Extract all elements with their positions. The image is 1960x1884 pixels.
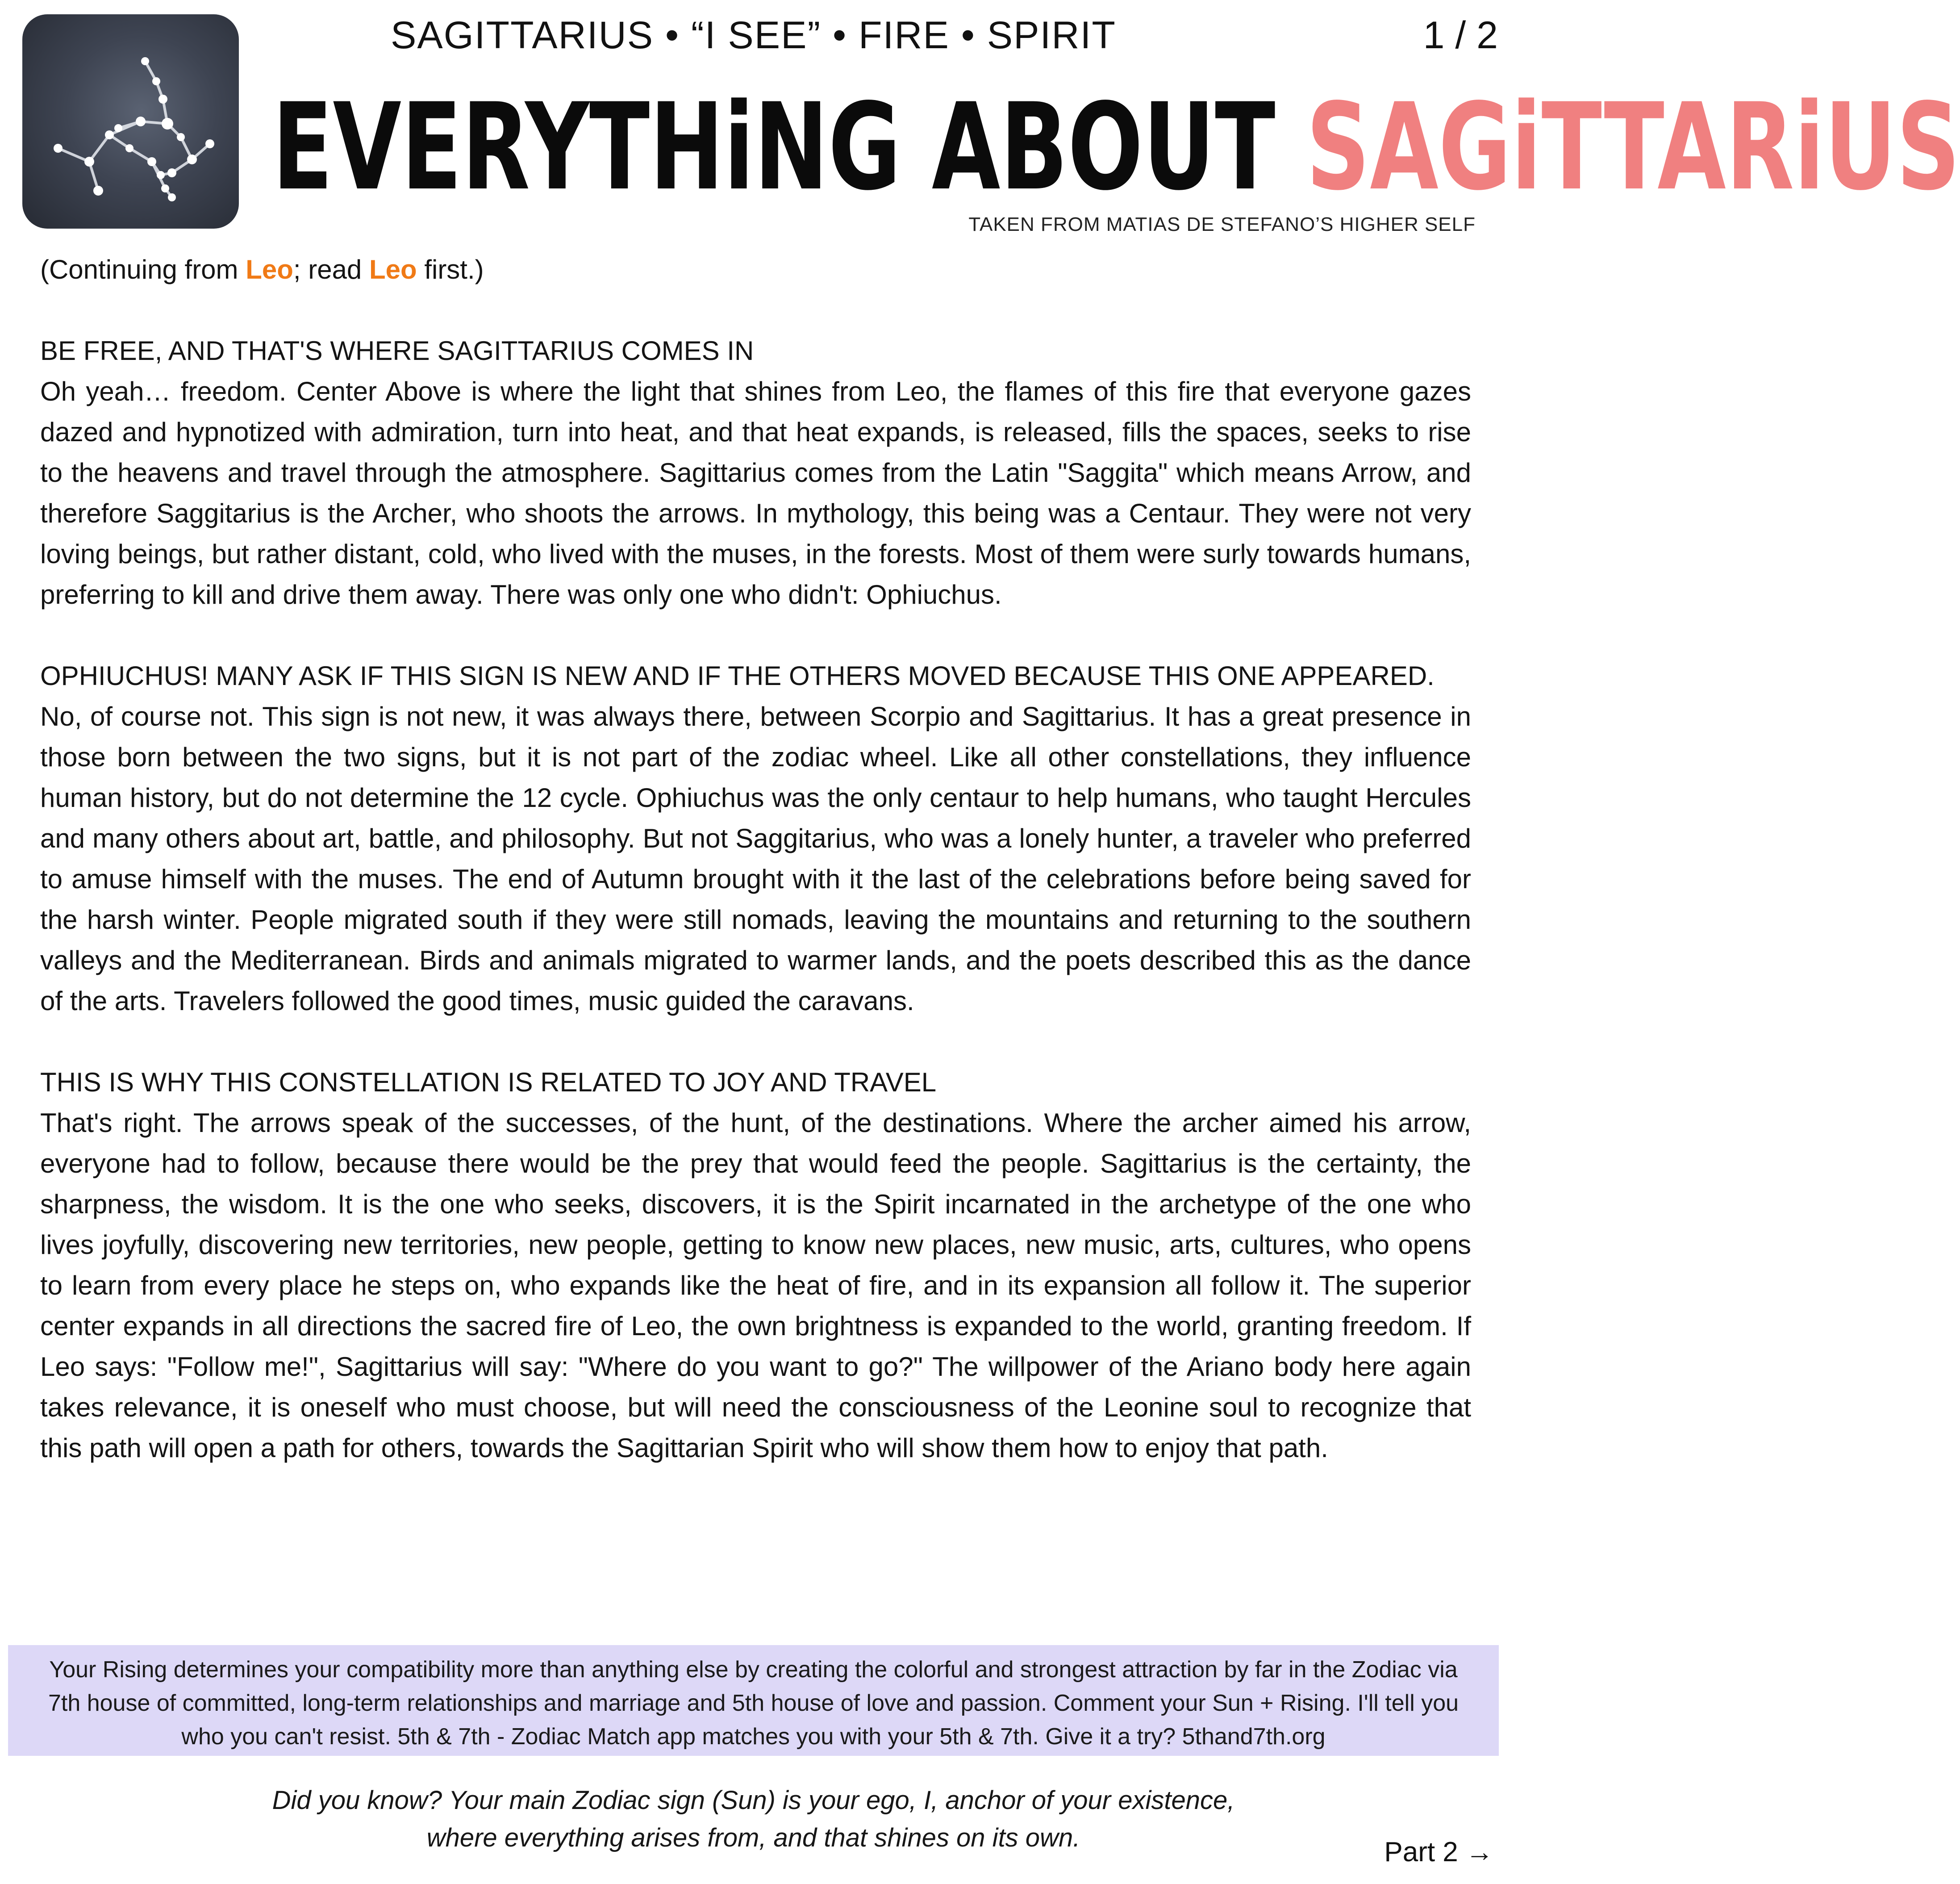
title-sign-name: SAGiTTARiUS — [1306, 78, 1960, 217]
article-body — [40, 249, 1471, 1468]
intro-middle: ; read — [293, 255, 369, 284]
page-number: 1 / 2 — [1423, 14, 1498, 57]
section-heading: OPHIUCHUS! MANY ASK IF THIS SIGN IS NEW AND IF THE OTHERS MOVED BECAUSE THIS ONE APPEARED. — [40, 661, 1435, 691]
leo-link[interactable]: Leo — [246, 255, 293, 284]
intro-prefix: (Continuing from — [40, 255, 246, 284]
intro-suffix: first.) — [417, 255, 484, 284]
section-body: Oh yeah… freedom. Center Above is where the light that shines from Leo, the flames of this fire that everyone gazes dazed and hypnotized with admiration, turn into heat, and that heat expands, is released, fills the spaces, seeks to rise to the heavens and travel through the atmosphere. Sagittarius comes from the Latin "Saggita" which means Arrow, and therefore Saggitarius is the Archer, who shoots the arrows. In mythology, this being was a Centaur. They were not very loving beings, but rather distant, cold, who lived with the muses, in the forests. Most of them were surly towards humans, preferring to kill and drive them away. There was only one who didn't: Ophiuchus. — [40, 376, 1471, 610]
section-body: No, of course not. This sign is not new, it was always there, between Scorpio and Sagittarius. It has a great presence in those born between the two signs, but it is not part of the zodiac wheel. Like all other constellations, they influence human history, but do not determine the 12 cycle. Ophiuchus was the only centaur to help humans, who taught Hercules and many others about art, battle, and philosophy. But not Saggitarius, who was a lonely hunter, a traveler who preferred to amuse himself with the muses. The end of Autumn brought with it the last of the celebrations before being saved for the harsh winter. People migrated south if they were still nomads, leaving the mountains and returning to the southern valleys and the Mediterranean. Birds and animals migrated to warmer lands, and the poets described this as the dance of the arts. Travelers followed the good times, music guided the caravans. — [40, 702, 1471, 1016]
next-part-link[interactable]: Part 2 → — [1384, 1837, 1493, 1867]
page-title — [272, 78, 1960, 217]
section-heading: THIS IS WHY THIS CONSTELLATION IS RELATED TO JOY AND TRAVEL — [40, 1067, 937, 1097]
did-you-know-note — [0, 1782, 1507, 1857]
title-prefix: EVERYTHiNG ABOUT — [272, 78, 1306, 217]
did-you-know-line: where everything arises from, and that shines on its own. — [426, 1823, 1080, 1852]
did-you-know-line: Did you know? Your main Zodiac sign (Sun) is your ego, I, anchor of your existence, — [272, 1786, 1235, 1815]
promo-text: Your Rising determines your compatibility more than anything else by creating the colorful and strongest attraction by far in the Zodiac via 7th house of committed, long-term relationships and marriage and 5th house of love and passion. Comment your Sun + Rising. I'll tell you who you can't resist. 5th & 7th - Zodiac Match app matches you with your 5th & 7th. Give it a try? 5thand7th.org — [48, 1657, 1459, 1750]
intro-line — [40, 249, 1471, 290]
section-body: That's right. The arrows speak of the successes, of the hunt, of the destinations. Where the archer aimed his arrow, everyone had to follow, because there would be the prey that would feed the people. Sagittarius is the certainty, the sharpness, the wisdom. It is the one who seeks, discovers, it is the Spirit incarnated in the archetype of the one who lives joyfully, discovering new territories, new people, getting to know new places, new music, arts, cultures, who opens to learn from every place he steps on, who expands like the heat of fire, and in its expansion all follow it. The superior center expands in all directions the sacred fire of Leo, the own brightness is expanded to the world, granting freedom. If Leo says: "Follow me!", Sagittarius will say: "Where do you want to go?" The willpower of the Ariano body here again takes relevance, it is oneself who must choose, but will need the consciousness of the Leonine soul to recognize that this path will open a path for others, towards the Sagittarian Spirit who will show them how to enjoy that path. — [40, 1108, 1471, 1463]
compatibility-promo-box — [8, 1645, 1499, 1756]
zodiac-tagline: SAGITTARIUS • “I SEE” • FIRE • SPIRIT — [391, 14, 1116, 57]
leo-link[interactable]: Leo — [369, 255, 417, 284]
source-credit: TAKEN FROM MATIAS DE STEFANO’S HIGHER SELF — [968, 213, 1476, 235]
section-heading: BE FREE, AND THAT'S WHERE SAGITTARIUS COMES IN — [40, 336, 754, 366]
